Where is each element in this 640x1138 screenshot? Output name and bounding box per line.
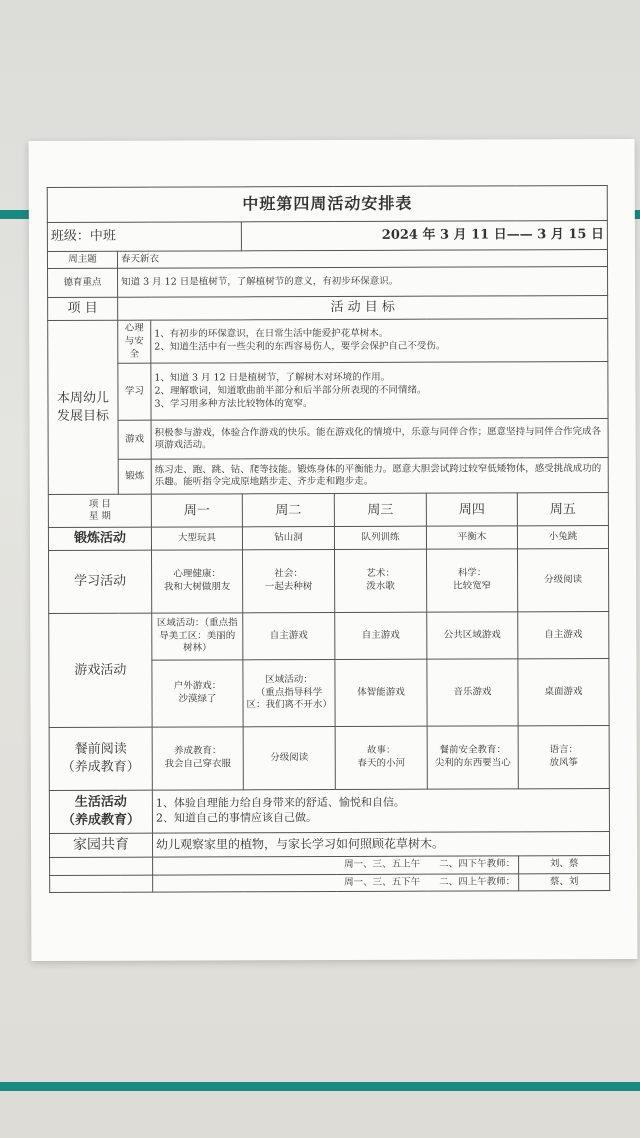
day-header: 周一: [151, 494, 242, 527]
study-cell: 心理健康： 我和大树做朋友: [151, 550, 242, 613]
goal-area: 锻炼: [118, 460, 151, 495]
teacher-schedule: 周一、三、五上午 二、四下午教师：: [153, 856, 519, 875]
teacher-names: 刘、蔡: [519, 855, 610, 873]
study-cell: 艺术： 泼水歌: [334, 549, 426, 612]
exercise-cell: 钻山洞: [242, 527, 334, 550]
exercise-cell: 小兔跳: [517, 526, 608, 549]
life-label: 生活活动 （养成教育）: [49, 790, 152, 833]
exercise-label: 锻炼活动: [48, 528, 151, 551]
meal-cell: 养成教育： 我会自己穿衣服: [152, 727, 243, 790]
goal-area: 心理与安全: [118, 320, 151, 364]
meal-cell: 分级阅读: [243, 726, 335, 789]
meal-cell: 故事： 春天的小河: [335, 726, 427, 789]
day-header: 周三: [334, 494, 426, 527]
study-cell: 社会： 一起去种树: [242, 549, 334, 612]
goal-text: 1、知道 3 月 12 日是植树节，了解树木对环境的作用。 2、理解歌词，知道歌曲前半部分和后半部分所表现的不同情绪。 3、学习用多种方法比较物体的宽窄。: [151, 362, 608, 421]
play-cell: 自主游戏: [518, 611, 609, 658]
meal-cell: 语言： 放风筝: [518, 725, 609, 788]
goal-text: 积极参与游戏，体验合作游戏的快乐。能在游戏化的情境中，乐意与同伴合作；愿意坚持与同伴合作完成各项游戏活动。: [151, 419, 608, 460]
teacher-names: 蔡、刘: [519, 873, 610, 891]
goal-label: 活 动 目 标: [118, 296, 608, 320]
schedule-table: [47, 185, 609, 893]
play-cell: 自主游戏: [335, 612, 427, 659]
class-cell: 班级：中班: [47, 221, 241, 251]
play-cell: 户外游戏： 沙漠绿了: [152, 660, 243, 727]
dev-goal-label: 本周幼儿发展目标: [48, 320, 119, 495]
play-cell: 区域活动： （重点指导科学区：我们离不开水）: [243, 659, 335, 726]
date-range: 2024 年 3 月 11 日—— 3 月 15 日: [241, 220, 607, 250]
play-cell: 自主游戏: [243, 612, 335, 659]
exercise-cell: 大型玩具: [151, 527, 242, 550]
goal-text: 1、有初步的环保意识，在日常生活中能爱护花草树木。 2、知道生活中有一些尖利的东西容易伤人，要学会保护自己不受伤。: [151, 318, 608, 363]
play-cell: 公共区域游戏: [427, 612, 518, 659]
study-cell: 分级阅读: [517, 548, 608, 611]
goal-area: 学习: [118, 364, 151, 421]
theme-label: 周主题: [47, 251, 117, 269]
moral-label: 德育重点: [48, 269, 118, 298]
goal-text: 练习走、跑、跳、钻、爬等技能。锻炼身体的平衡能力。愿意大胆尝试跨过较窄低矮物体，感受挑战成功的乐趣。能听指令完成原地踏步走、齐步走和跑步走。: [151, 458, 608, 495]
play-label: 游戏活动: [49, 613, 152, 727]
home-text: 幼儿观察家里的植物，与家长学习如何照顾花草树木。: [152, 831, 609, 856]
paper-sheet: [29, 139, 638, 961]
play-cell: 区域活动：（重点指导美工区：美丽的树林）: [152, 613, 243, 660]
play-cell: 桌面游戏: [518, 658, 609, 725]
life-text: 1、体验自理能力给自身带来的舒适、愉悦和自信。 2、知道自己的事情应该自己做。: [152, 788, 609, 833]
item-label: 项 目: [48, 298, 118, 321]
study-label: 学习活动: [48, 550, 151, 613]
home-label: 家园共育: [49, 833, 152, 857]
exercise-cell: 队列训练: [334, 527, 426, 550]
goal-area: 游戏: [118, 421, 151, 460]
meal-label: 餐前阅读 （养成教育）: [49, 727, 152, 790]
table-edge-stripe: [0, 1082, 640, 1091]
play-cell: 音乐游戏: [427, 659, 518, 726]
day-header: 周五: [517, 493, 608, 526]
day-header: 周二: [242, 494, 334, 527]
page-title: 中班第四周活动安排表: [47, 186, 607, 223]
teacher-schedule: 周一、三、五下午 二、四上午教师：: [153, 873, 519, 892]
exercise-cell: 平衡木: [426, 526, 517, 549]
day-header: 周四: [426, 493, 517, 526]
moral-value: 知道 3 月 12 日是植树节，了解植树节的意义，有初步环保意识。: [118, 267, 608, 298]
study-cell: 科学： 比较宽窄: [426, 549, 517, 612]
week-header: 项 目 星 期: [48, 495, 151, 528]
meal-cell: 餐前安全教育： 尖利的东西要当心: [427, 726, 518, 789]
theme-value: 春天新衣: [117, 249, 607, 269]
play-cell: 体智能游戏: [335, 659, 427, 726]
